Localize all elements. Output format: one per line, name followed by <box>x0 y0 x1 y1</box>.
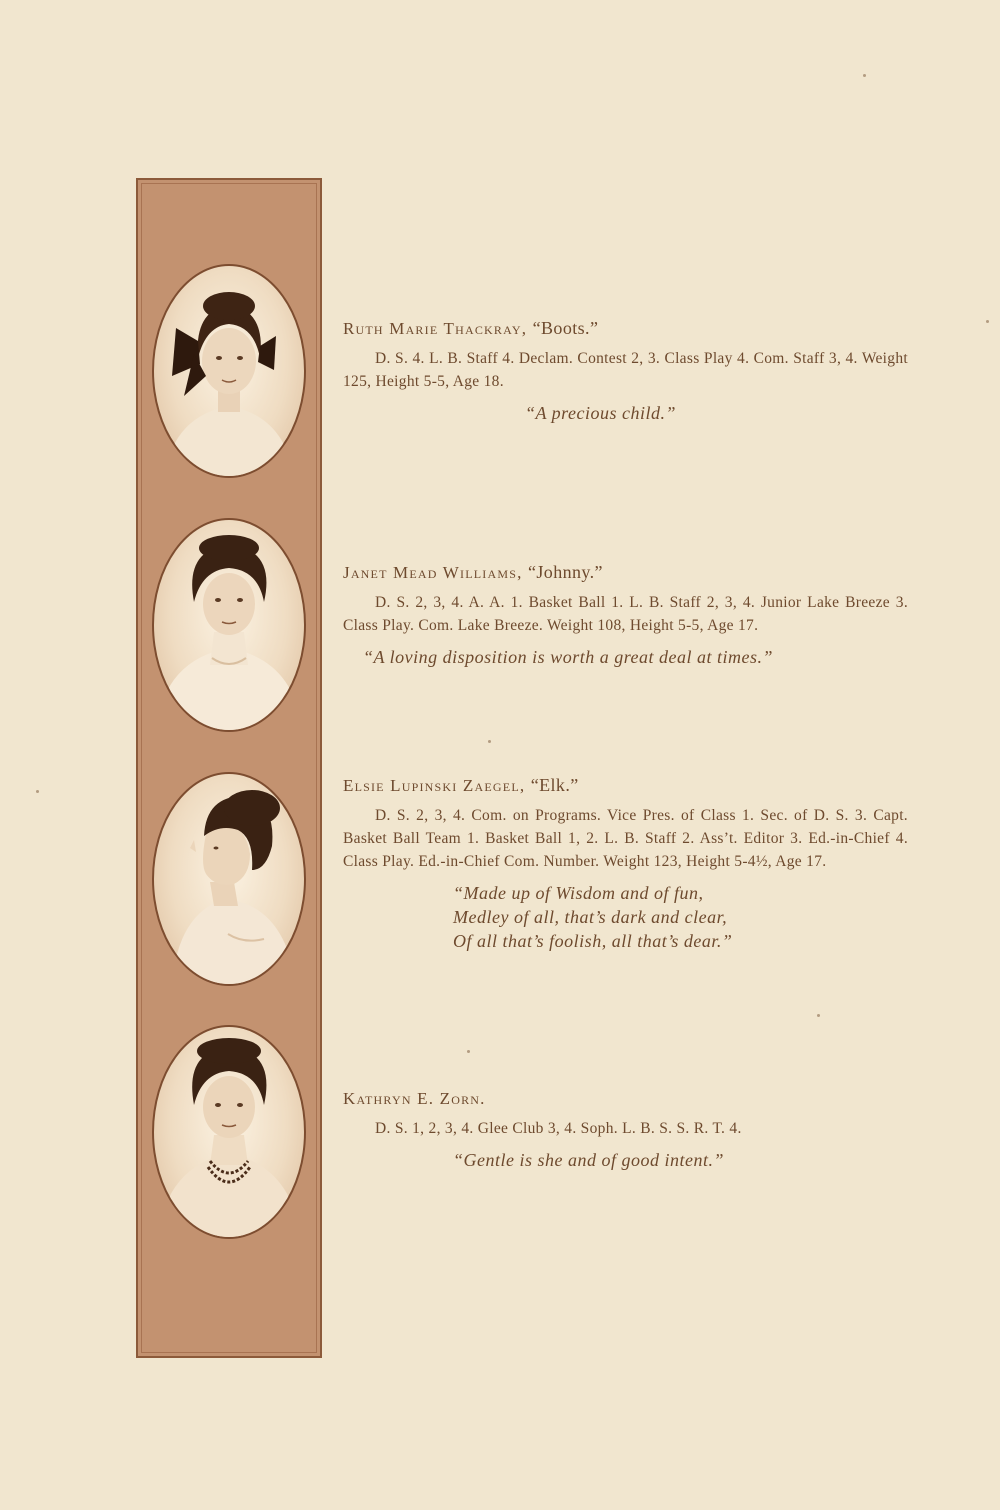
portrait-oval-3 <box>152 772 306 986</box>
entry-zaegel <box>343 773 908 953</box>
entry-name-line <box>343 1086 908 1111</box>
paper-speck <box>467 1050 470 1053</box>
student-motto: “A precious child.” <box>525 403 677 423</box>
paper-speck <box>36 790 39 793</box>
student-name: Kathryn E. Zorn. <box>343 1089 486 1108</box>
student-details: D. S. 2, 3, 4. A. A. 1. Basket Ball 1. L. B. Staff 2, 3, 4. Junior Lake Breeze 3. Class Play. Com. Lake Breeze. Weight 108, Height 5-5, Age 17. <box>343 594 908 634</box>
student-details: D. S. 2, 3, 4. Com. on Programs. Vice Pres. of Class 1. Sec. of D. S. 3. Capt. Basket Ball Team 1. Basket Ball 1, 2. L. B. Staff 2. Ass’t. Editor 3. Ed.-in-Chief 4. Class Play. Ed.-in-Chief Com. Number. Weight 123, Height 5-4½, Age 17. <box>343 807 908 870</box>
motto-line: Medley of all, that’s dark and clear, <box>453 907 728 927</box>
paper-speck <box>488 740 491 743</box>
student-name: Janet Mead Williams, <box>343 563 523 582</box>
motto-line: Of all that’s foolish, all that’s dear.” <box>453 931 733 951</box>
portrait-oval-1 <box>152 264 306 478</box>
student-nickname: “Boots.” <box>532 318 599 338</box>
student-nickname: “Johnny.” <box>528 562 603 582</box>
portrait-woman-hair-bow-icon <box>154 266 304 476</box>
student-motto: “A loving disposition is worth a great deal at times.” <box>363 647 774 667</box>
student-name: Elsie Lupinski Zaegel, <box>343 776 526 795</box>
student-nickname: “Elk.” <box>530 775 579 795</box>
paper-speck <box>863 74 866 77</box>
portrait-strip <box>136 178 322 1358</box>
paper-speck <box>817 1014 820 1017</box>
entry-zorn <box>343 1086 908 1172</box>
portrait-woman-high-collar-icon <box>154 520 304 730</box>
student-name: Ruth Marie Thackray, <box>343 319 528 338</box>
student-details: D. S. 1, 2, 3, 4. Glee Club 3, 4. Soph. L. B. S. S. R. T. 4. <box>375 1120 742 1137</box>
entry-williams <box>343 560 908 669</box>
portrait-woman-profile-icon <box>154 774 304 984</box>
entry-name-line <box>343 560 908 585</box>
portrait-woman-beads-icon <box>154 1027 304 1237</box>
portrait-oval-2 <box>152 518 306 732</box>
entry-name-line <box>343 773 908 798</box>
student-motto <box>343 881 908 953</box>
motto-line: “Made up of Wisdom and of fun, <box>453 883 704 903</box>
portrait-oval-4 <box>152 1025 306 1239</box>
student-details: D. S. 4. L. B. Staff 4. Declam. Contest 2, 3. Class Play 4. Com. Staff 3, 4. Weight 125, Height 5-5, Age 18. <box>343 350 908 390</box>
entry-thackray <box>343 316 908 425</box>
paper-speck <box>986 320 989 323</box>
student-motto: “Gentle is she and of good intent.” <box>453 1150 724 1170</box>
entry-name-line <box>343 316 908 341</box>
